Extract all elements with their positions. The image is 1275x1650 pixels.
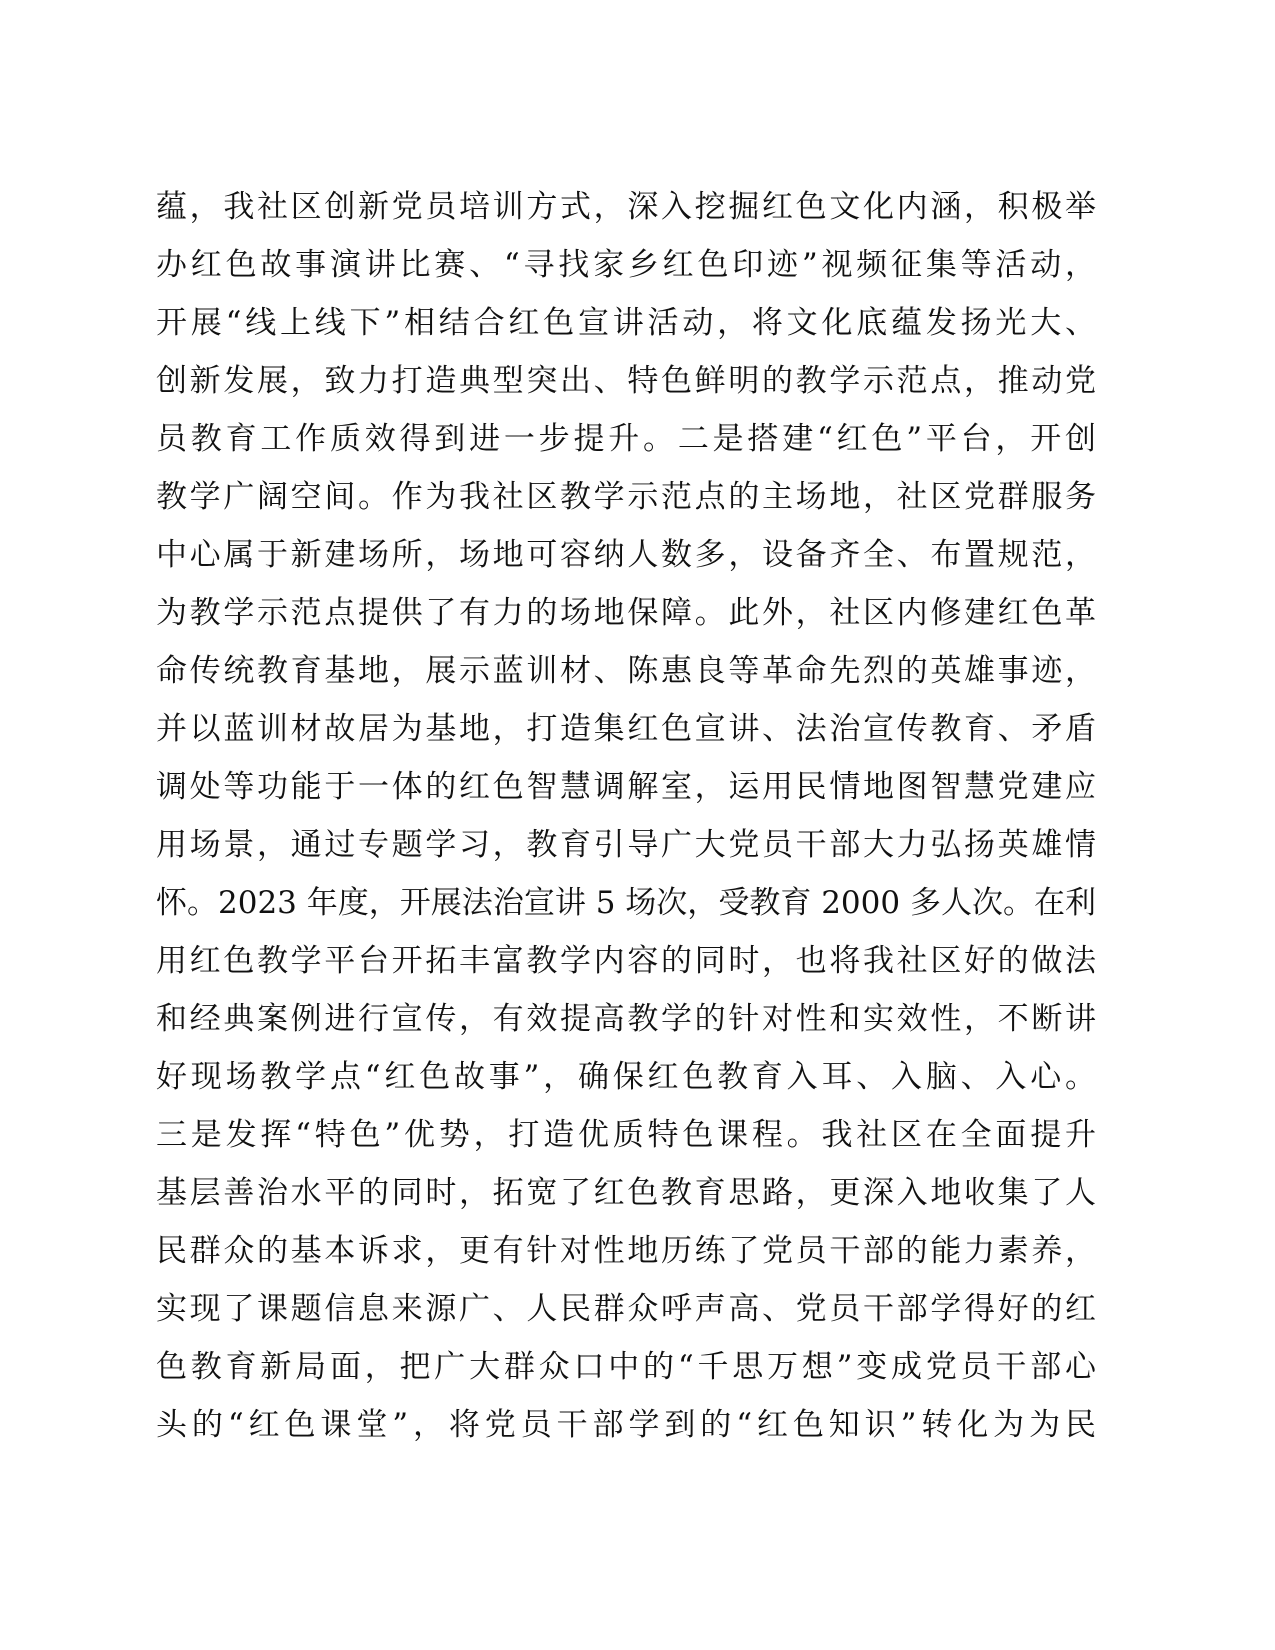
text-line: 并以蓝训材故居为基地，打造集红色宣讲、法治宣传教育、矛盾 <box>156 711 1096 747</box>
text-line: 调处等功能于一体的红色智慧调解室，运用民情地图智慧党建应 <box>156 769 1096 805</box>
text-line: 用红色教学平台开拓丰富教学内容的同时，也将我社区好的做法 <box>156 943 1096 979</box>
text-line: 为教学示范点提供了有力的场地保障。此外，社区内修建红色革 <box>156 595 1096 631</box>
text-line: 员教育工作质效得到进一步提升。二是搭建“红色”平台，开创 <box>156 421 1096 457</box>
text-line: 中心属于新建场所，场地可容纳人数多，设备齐全、布置规范， <box>156 537 1096 573</box>
text-line: 蕴，我社区创新党员培训方式，深入挖掘红色文化内涵，积极举 <box>156 189 1096 225</box>
text-line: 好现场教学点“红色故事”，确保红色教育入耳、入脑、入心。 <box>156 1059 1096 1095</box>
text-line: 办红色故事演讲比赛、“寻找家乡红色印迹”视频征集等活动， <box>156 247 1096 283</box>
text-line: 三是发挥“特色”优势，打造优质特色课程。我社区在全面提升 <box>156 1117 1096 1153</box>
text-line: 民群众的基本诉求，更有针对性地历练了党员干部的能力素养， <box>156 1233 1096 1269</box>
text-line: 色教育新局面，把广大群众口中的“千思万想”变成党员干部心 <box>156 1349 1096 1385</box>
text-line: 实现了课题信息来源广、人民群众呼声高、党员干部学得好的红 <box>156 1291 1096 1327</box>
text-line: 和经典案例进行宣传，有效提高教学的针对性和实效性，不断讲 <box>156 1001 1096 1037</box>
text-line: 用场景，通过专题学习，教育引导广大党员干部大力弘扬英雄情 <box>156 827 1096 863</box>
text-line: 头的“红色课堂”，将党员干部学到的“红色知识”转化为为民 <box>156 1407 1096 1443</box>
text-line: 怀。2023 年度，开展法治宣讲 5 场次，受教育 2000 多人次。在利 <box>156 885 1096 921</box>
text-line: 基层善治水平的同时，拓宽了红色教育思路，更深入地收集了人 <box>156 1175 1096 1211</box>
text-line: 创新发展，致力打造典型突出、特色鲜明的教学示范点，推动党 <box>156 363 1096 399</box>
body-text <box>156 178 1096 1454</box>
text-line: 教学广阔空间。作为我社区教学示范点的主场地，社区党群服务 <box>156 479 1096 515</box>
text-line: 开展“线上线下”相结合红色宣讲活动，将文化底蕴发扬光大、 <box>156 305 1096 341</box>
text-line: 命传统教育基地，展示蓝训材、陈惠良等革命先烈的英雄事迹， <box>156 653 1096 689</box>
